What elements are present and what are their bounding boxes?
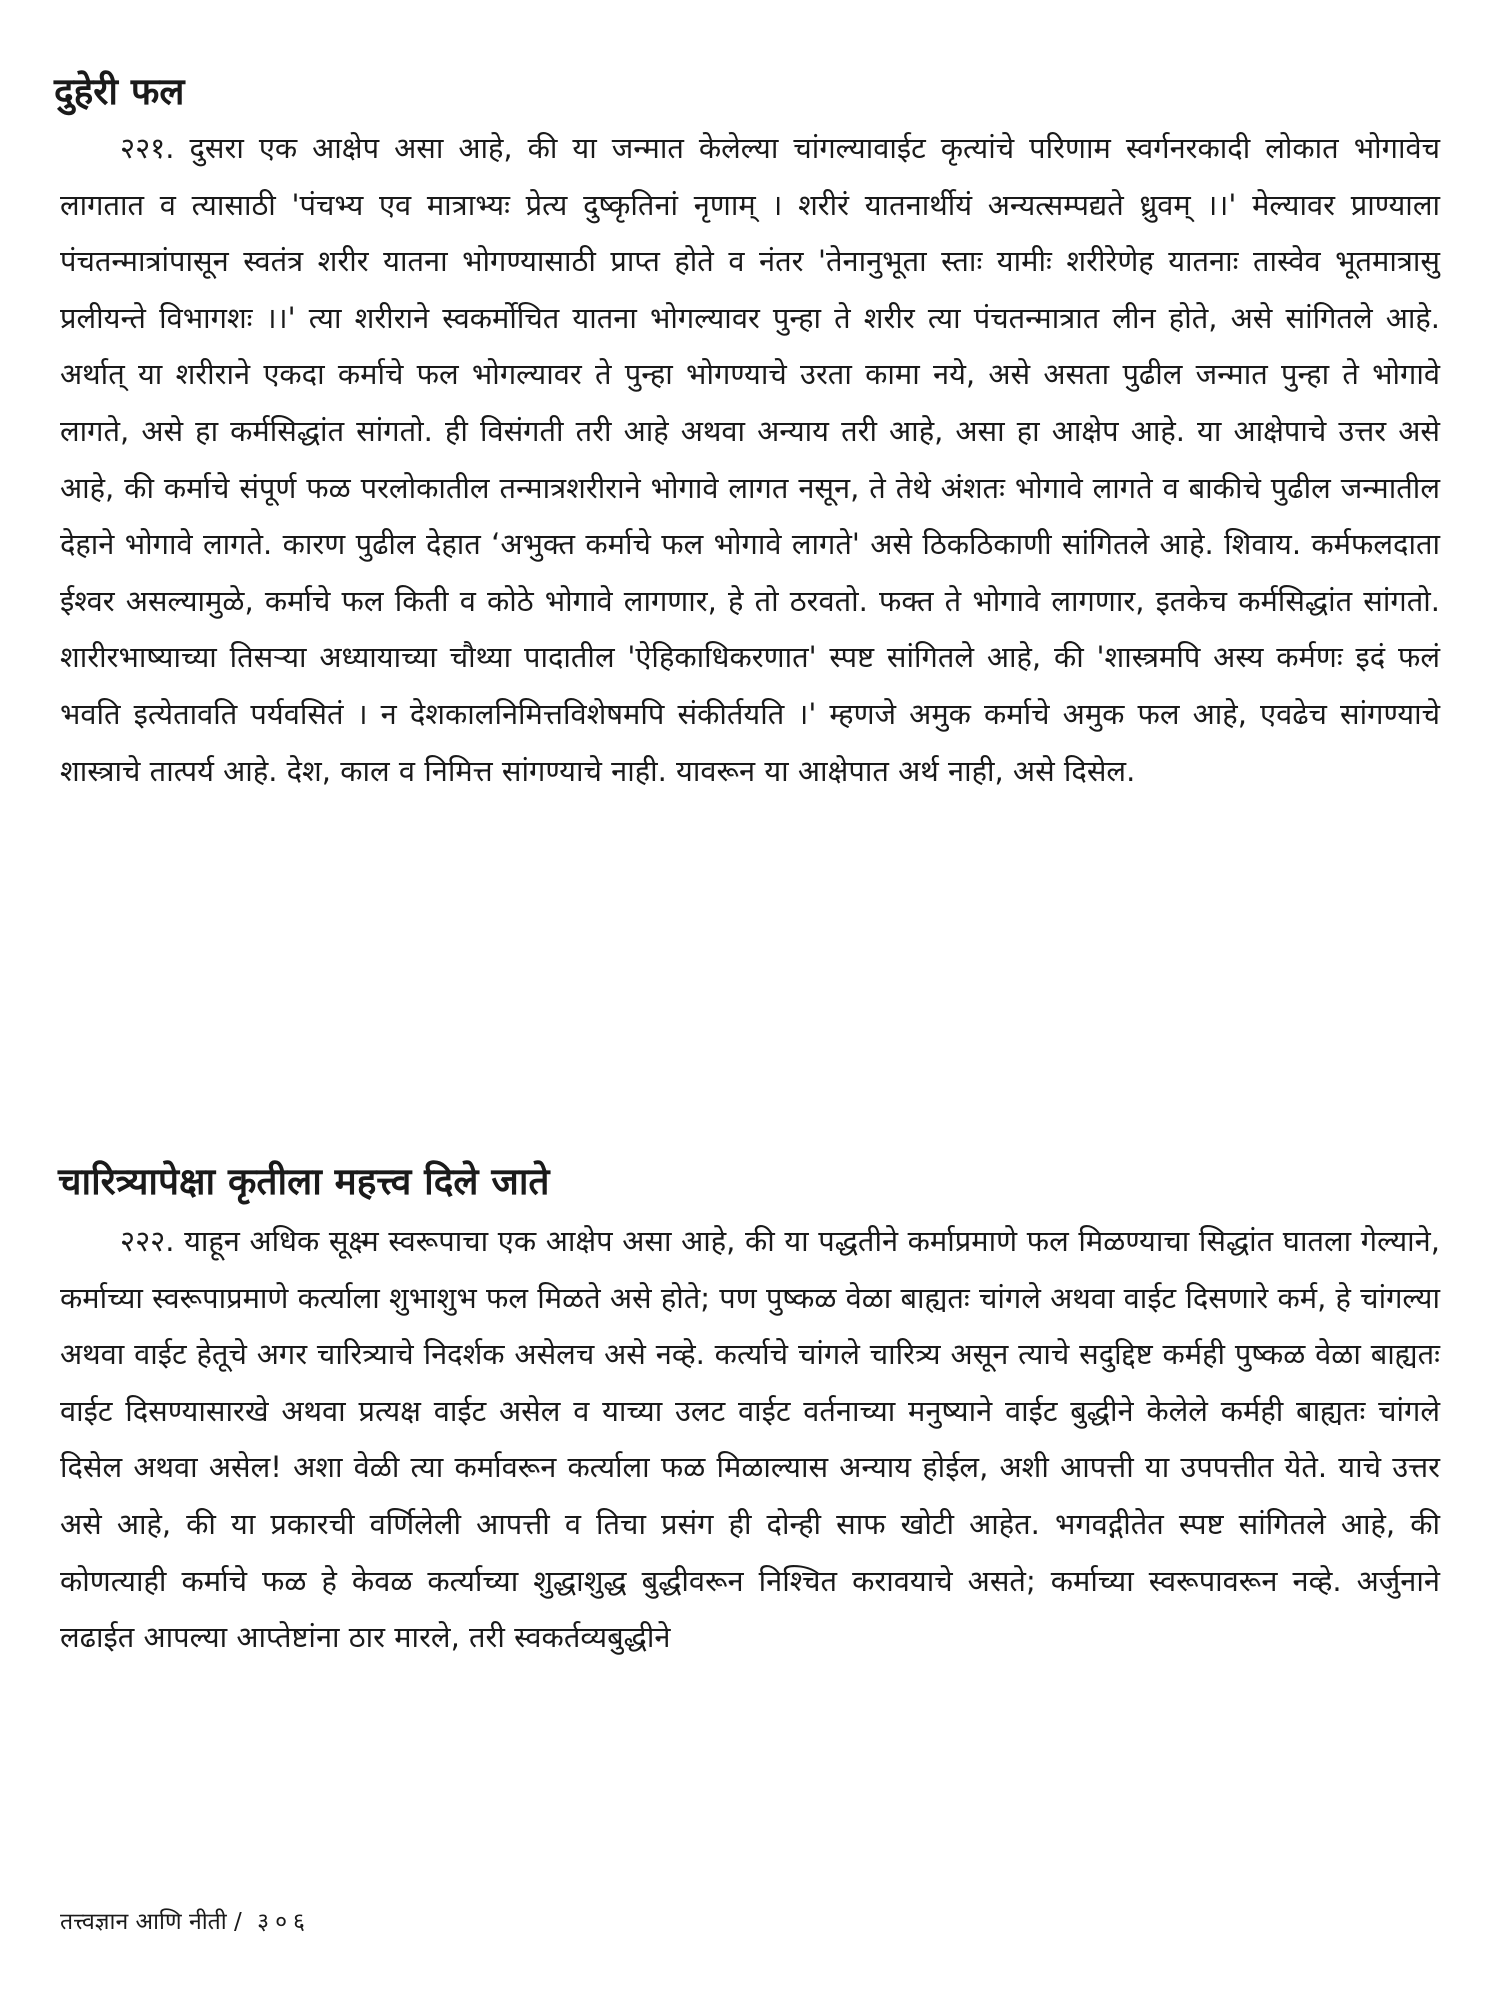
- paragraph-221: २२१. दुसरा एक आक्षेप असा आहे, की या जन्मात केलेल्या चांगल्यावाईट कृत्यांचे परिणाम स्वर्गनरकादी लोकात भोगावेच लागतात व त्यासाठी 'पंचभ्य एव मात्राभ्यः प्रेत्य दुष्कृतिनां नृणाम् । शरीरं यातनार्थीयं अन्यत्सम्पद्यते ध्रुवम् ।।' मेल्यावर प्राण्याला पंचतन्मात्रांपासून स्वतंत्र शरीर यातना भोगण्यासाठी प्राप्त होते व नंतर 'तेनानुभूता स्ताः यामीः शरीरेणेह यातनाः तास्वेव भूतमात्रासु प्रलीयन्ते विभागशः ।।' त्या शरीराने स्वकर्मोचित यातना भोगल्यावर पुन्हा ते शरीर त्या पंचतन्मात्रात लीन होते, असे सांगितले आहे. अर्थात् या शरीराने एकदा कर्माचे फल भोगल्यावर ते पुन्हा भोगण्याचे उरता कामा नये, असे असता पुढील जन्मात पुन्हा ते भोगावे लागते, असे हा कर्मसिद्धांत सांगतो. ही विसंगती तरी आहे अथवा अन्याय तरी आहे, असा हा आक्षेप आहे. या आक्षेपाचे उत्तर असे आहे, की कर्माचे संपूर्ण फळ परलोकातील तन्मात्रशरीराने भोगावे लागत नसून, ते तेथे अंशतः भोगावे लागते व बाकीचे पुढील जन्मातील देहाने भोगावे लागते. कारण पुढील देहात ‘अभुक्त कर्माचे फल भोगावे लागते' असे ठिकठिकाणी सांगितले आहे. शिवाय. कर्मफलदाता ईश्वर असल्यामुळे, कर्माचे फल किती व कोठे भोगावे लागणार, हे तो ठरवतो. फक्त ते भोगावे लागणार, इतकेच कर्मसिद्धांत सांगतो. शारीरभाष्याच्या तिसऱ्या अध्यायाच्या चौथ्या पादातील 'ऐहिकाधिकरणात' स्पष्ट सांगितले आहे, की 'शास्त्रमपि अस्य कर्मणः इदं फलं भवति इत्येतावति पर्यवसितं । न देशकालनिमित्तविशेषमपि संकीर्तयति ।' म्हणजे अमुक कर्माचे अमुक फल आहे, एवढेच सांगण्याचे शास्त्राचे तात्पर्य आहे. देश, काल व निमित्त सांगण्याचे नाही. यावरून या आक्षेपात अर्थ नाही, असे दिसेल.: [60, 131, 1440, 788]
- paragraph-222: २२२. याहून अधिक सूक्ष्म स्वरूपाचा एक आक्षेप असा आहे, की या पद्धतीने कर्माप्रमाणे फल मिळण्याचा सिद्धांत घातला गेल्याने, कर्माच्या स्वरूपाप्रमाणे कर्त्याला शुभाशुभ फल मिळते असे होते; पण पुष्कळ वेळा बाह्यतः चांगले अथवा वाईट दिसणारे कर्म, हे चांगल्या अथवा वाईट हेतूचे अगर चारित्र्याचे निदर्शक असेलच असे नव्हे. कर्त्याचे चांगले चारित्र्य असून त्याचे सदुद्दिष्ट कर्मही पुष्कळ वेळा बाह्यतः वाईट दिसण्यासारखे अथवा प्रत्यक्ष वाईट असेल व याच्या उलट वाईट वर्तनाच्या मनुष्याने वाईट बुद्धीने केलेले कर्मही बाह्यतः चांगले दिसेल अथवा असेल! अशा वेळी त्या कर्मावरून कर्त्याला फळ मिळाल्यास अन्याय होईल, अशी आपत्ती या उपपत्तीत येते. याचे उत्तर असे आहे, की या प्रकारची वर्णिलेली आपत्ती व तिचा प्रसंग ही दोन्ही साफ खोटी आहेत. भगवद्गीतेत स्पष्ट सांगितले आहे, की कोणत्याही कर्माचे फळ हे केवळ कर्त्याच्या शुद्धाशुद्ध बुद्धीवरून निश्चित करावयाचे असते; कर्माच्या स्वरूपावरून नव्हे. अर्जुनाने लढाईत आपल्या आप्तेष्टांना ठार मारले, तरी स्वकर्तव्यबुद्धीने: [60, 1224, 1440, 1655]
- footer-book-title: तत्त्वज्ञान आणि नीती /: [60, 1909, 242, 1935]
- page-footer: [60, 1904, 311, 1936]
- section-heading-dual-fruit: दुहेरी फल: [54, 70, 185, 113]
- footer-page-number: ३०६: [257, 1909, 312, 1935]
- section-heading-action-over-character: चारित्र्यापेक्षा कृतीला महत्त्व दिले जाते: [58, 1160, 550, 1203]
